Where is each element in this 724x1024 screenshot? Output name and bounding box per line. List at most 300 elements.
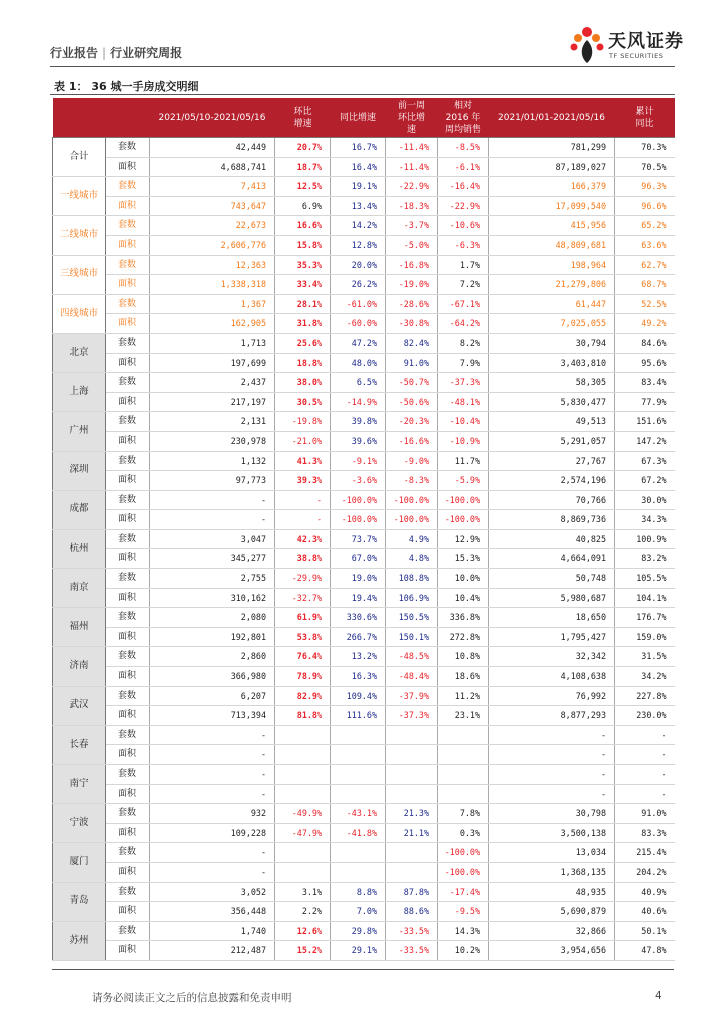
table-row (53, 706, 675, 726)
value-cell: 49.2% (615, 314, 675, 334)
value-cell: -11.4% (386, 157, 438, 177)
city-cell: 南京 (53, 569, 106, 608)
table-body (53, 138, 675, 961)
value-cell: -50.7% (386, 373, 438, 393)
value-cell: 212,487 (150, 941, 275, 961)
column-header: 累计 同比 (615, 98, 675, 138)
value-cell: 61.9% (275, 608, 331, 628)
value-cell: 8,869,736 (489, 510, 615, 530)
table-row (53, 177, 675, 197)
table-row (53, 255, 675, 275)
value-cell: -9.0% (386, 451, 438, 471)
value-cell: 6,207 (150, 686, 275, 706)
value-cell (331, 745, 386, 765)
value-cell: -16.4% (438, 177, 489, 197)
value-cell: 47.8% (615, 941, 675, 961)
table-row (53, 412, 675, 432)
value-cell (275, 784, 331, 804)
value-cell: - (150, 843, 275, 863)
value-cell: 109,228 (150, 823, 275, 843)
value-cell: 20.7% (275, 138, 331, 158)
city-cell: 合计 (53, 138, 106, 177)
value-cell: 345,277 (150, 549, 275, 569)
value-cell: 781,299 (489, 138, 615, 158)
value-cell: - (275, 490, 331, 510)
value-cell: 12.9% (438, 529, 489, 549)
table-row (53, 373, 675, 393)
value-cell: 91.0% (615, 804, 675, 824)
value-cell: 15.2% (275, 941, 331, 961)
value-cell: 1,713 (150, 333, 275, 353)
table-row (53, 725, 675, 745)
table-row (53, 921, 675, 941)
row-type-cell: 套数 (106, 686, 150, 706)
row-type-cell: 面积 (106, 353, 150, 373)
city-cell: 长春 (53, 725, 106, 764)
value-cell (275, 725, 331, 745)
value-cell (331, 843, 386, 863)
value-cell: -100.0% (386, 490, 438, 510)
value-cell: 39.6% (331, 431, 386, 451)
value-cell: -64.2% (438, 314, 489, 334)
value-cell: 21.1% (386, 823, 438, 843)
value-cell: 15.3% (438, 549, 489, 569)
value-cell: 230.0% (615, 706, 675, 726)
table-row (53, 627, 675, 647)
value-cell: 14.3% (438, 921, 489, 941)
value-cell: 1,740 (150, 921, 275, 941)
value-cell: 42.3% (275, 529, 331, 549)
value-cell: 147.2% (615, 431, 675, 451)
value-cell: 19.4% (331, 588, 386, 608)
value-cell: 197,699 (150, 353, 275, 373)
value-cell: -16.6% (386, 431, 438, 451)
value-cell: 3.1% (275, 882, 331, 902)
value-cell: -9.5% (438, 902, 489, 922)
value-cell: 2,131 (150, 412, 275, 432)
report-type: 行业报告 (50, 46, 99, 60)
value-cell: 26.2% (331, 275, 386, 295)
value-cell: -10.6% (438, 216, 489, 236)
value-cell: -8.3% (386, 471, 438, 491)
value-cell: 0.3% (438, 823, 489, 843)
value-cell: 30,794 (489, 333, 615, 353)
value-cell: 4,108,638 (489, 667, 615, 687)
value-cell: 62.7% (615, 255, 675, 275)
city-cell: 三线城市 (53, 255, 106, 294)
value-cell: - (489, 745, 615, 765)
value-cell: -19.8% (275, 412, 331, 432)
column-header: 前一周 环比增 速 (386, 98, 438, 138)
row-type-cell: 面积 (106, 941, 150, 961)
row-type-cell: 套数 (106, 216, 150, 236)
footer-rule (52, 969, 674, 970)
row-type-cell: 套数 (106, 412, 150, 432)
row-type-cell: 套数 (106, 765, 150, 785)
column-header: 同比增速 (331, 98, 386, 138)
value-cell: 31.5% (615, 647, 675, 667)
value-cell: 83.2% (615, 549, 675, 569)
value-cell: -10.9% (438, 431, 489, 451)
row-type-cell: 面积 (106, 471, 150, 491)
value-cell: 30.0% (615, 490, 675, 510)
value-cell: 25.6% (275, 333, 331, 353)
value-cell: 227.8% (615, 686, 675, 706)
city-cell: 青岛 (53, 882, 106, 921)
value-cell: 366,980 (150, 667, 275, 687)
value-cell: -49.9% (275, 804, 331, 824)
table-row (53, 138, 675, 158)
value-cell: 100.9% (615, 529, 675, 549)
value-cell: - (615, 745, 675, 765)
value-cell: 4,664,091 (489, 549, 615, 569)
city-cell: 杭州 (53, 529, 106, 568)
value-cell: -47.9% (275, 823, 331, 843)
value-cell: 39.8% (331, 412, 386, 432)
value-cell: -100.0% (438, 843, 489, 863)
value-cell: 2,574,196 (489, 471, 615, 491)
value-cell: 1,132 (150, 451, 275, 471)
value-cell: -16.8% (386, 255, 438, 275)
value-cell: 38.0% (275, 373, 331, 393)
row-type-cell: 面积 (106, 235, 150, 255)
row-type-cell: 面积 (106, 667, 150, 687)
value-cell: 13.4% (331, 196, 386, 216)
row-type-cell: 套数 (106, 725, 150, 745)
value-cell: 35.3% (275, 255, 331, 275)
value-cell: 52.5% (615, 294, 675, 314)
value-cell: - (150, 765, 275, 785)
table-title: 表 1： 36 城一手房成交明细 (54, 80, 199, 93)
value-cell: 3,047 (150, 529, 275, 549)
value-cell: -14.9% (331, 392, 386, 412)
value-cell (438, 784, 489, 804)
value-cell: 1,795,427 (489, 627, 615, 647)
city-cell: 四线城市 (53, 294, 106, 333)
value-cell: 6.5% (331, 373, 386, 393)
value-cell: 7.0% (331, 902, 386, 922)
value-cell: 1,368,135 (489, 862, 615, 882)
table-row (53, 451, 675, 471)
row-type-cell: 面积 (106, 588, 150, 608)
value-cell: 67.0% (331, 549, 386, 569)
value-cell: 67.2% (615, 471, 675, 491)
value-cell: -22.9% (386, 177, 438, 197)
row-type-cell: 面积 (106, 784, 150, 804)
value-cell: 42,449 (150, 138, 275, 158)
value-cell: 67.3% (615, 451, 675, 471)
value-cell: 31.8% (275, 314, 331, 334)
value-cell: 87.8% (386, 882, 438, 902)
value-cell: 230,978 (150, 431, 275, 451)
value-cell: 336.8% (438, 608, 489, 628)
table-row (53, 510, 675, 530)
value-cell: 70,766 (489, 490, 615, 510)
value-cell: -100.0% (438, 862, 489, 882)
value-cell: 18.8% (275, 353, 331, 373)
column-header: 2021/05/10-2021/05/16 (150, 98, 275, 138)
value-cell: 415,956 (489, 216, 615, 236)
row-type-cell: 套数 (106, 647, 150, 667)
value-cell (331, 765, 386, 785)
value-cell: 5,690,879 (489, 902, 615, 922)
value-cell: 10.4% (438, 588, 489, 608)
value-cell: 82.4% (386, 333, 438, 353)
value-cell: 8.2% (438, 333, 489, 353)
value-cell: 8.8% (331, 882, 386, 902)
value-cell: -30.8% (386, 314, 438, 334)
value-cell: -20.3% (386, 412, 438, 432)
table-row (53, 353, 675, 373)
row-type-cell: 套数 (106, 608, 150, 628)
value-cell: -6.3% (438, 235, 489, 255)
header-rule (50, 66, 675, 67)
value-cell: 150.5% (386, 608, 438, 628)
value-cell: 40.9% (615, 882, 675, 902)
value-cell: 1.7% (438, 255, 489, 275)
value-cell: 3,500,138 (489, 823, 615, 843)
value-cell (438, 765, 489, 785)
value-cell: 330.6% (331, 608, 386, 628)
row-type-cell: 面积 (106, 157, 150, 177)
table-row (53, 333, 675, 353)
value-cell: - (150, 745, 275, 765)
row-type-cell: 面积 (106, 549, 150, 569)
value-cell: 30,798 (489, 804, 615, 824)
value-cell: 2,606,776 (150, 235, 275, 255)
value-cell: 3,954,656 (489, 941, 615, 961)
row-type-cell: 面积 (106, 745, 150, 765)
value-cell: 7.8% (438, 804, 489, 824)
table-row (53, 843, 675, 863)
value-cell: -29.9% (275, 569, 331, 589)
value-cell: 106.9% (386, 588, 438, 608)
value-cell: 83.4% (615, 373, 675, 393)
value-cell: 73.7% (331, 529, 386, 549)
value-cell (386, 745, 438, 765)
value-cell: 108.8% (386, 569, 438, 589)
value-cell: 19.1% (331, 177, 386, 197)
value-cell (275, 843, 331, 863)
table-header-row (53, 98, 675, 138)
row-type-cell: 套数 (106, 177, 150, 197)
value-cell: 1,367 (150, 294, 275, 314)
value-cell: 38.8% (275, 549, 331, 569)
value-cell: 2,080 (150, 608, 275, 628)
value-cell: 217,197 (150, 392, 275, 412)
value-cell: -28.6% (386, 294, 438, 314)
value-cell: 21.3% (386, 804, 438, 824)
value-cell: 40,825 (489, 529, 615, 549)
value-cell: 13.2% (331, 647, 386, 667)
value-cell: 12.5% (275, 177, 331, 197)
value-cell (331, 862, 386, 882)
value-cell (386, 784, 438, 804)
value-cell: - (615, 725, 675, 745)
city-cell: 广州 (53, 412, 106, 451)
column-header: 2021/01/01-2021/05/16 (489, 98, 615, 138)
value-cell: -11.4% (386, 138, 438, 158)
value-cell: -67.1% (438, 294, 489, 314)
value-cell: 61,447 (489, 294, 615, 314)
value-cell: 5,291,057 (489, 431, 615, 451)
city-cell: 南宁 (53, 765, 106, 804)
value-cell: -32.7% (275, 588, 331, 608)
city-cell: 成都 (53, 490, 106, 529)
value-cell: 10.2% (438, 941, 489, 961)
value-cell: 63.6% (615, 235, 675, 255)
value-cell: 32,342 (489, 647, 615, 667)
value-cell: 266.7% (331, 627, 386, 647)
value-cell (386, 862, 438, 882)
table-row (53, 882, 675, 902)
value-cell (438, 745, 489, 765)
city-cell: 宁波 (53, 804, 106, 843)
value-cell: 70.5% (615, 157, 675, 177)
value-cell: -3.6% (331, 471, 386, 491)
city-cell: 福州 (53, 608, 106, 647)
row-type-cell: 套数 (106, 138, 150, 158)
value-cell: 20.0% (331, 255, 386, 275)
value-cell: 12.6% (275, 921, 331, 941)
value-cell: 215.4% (615, 843, 675, 863)
value-cell: -41.8% (331, 823, 386, 843)
value-cell: 17,099,540 (489, 196, 615, 216)
table-row (53, 275, 675, 295)
table-row (53, 647, 675, 667)
value-cell: 932 (150, 804, 275, 824)
value-cell (275, 745, 331, 765)
city-cell: 一线城市 (53, 177, 106, 216)
value-cell: - (150, 862, 275, 882)
value-cell: 19.0% (331, 569, 386, 589)
city-cell: 苏州 (53, 921, 106, 960)
value-cell: 70.3% (615, 138, 675, 158)
table-row (53, 569, 675, 589)
value-cell: 7,413 (150, 177, 275, 197)
value-cell: 16.3% (331, 667, 386, 687)
value-cell: -100.0% (386, 510, 438, 530)
value-cell: -10.4% (438, 412, 489, 432)
city-cell: 上海 (53, 373, 106, 412)
value-cell: -61.0% (331, 294, 386, 314)
value-cell: 34.2% (615, 667, 675, 687)
value-cell: 32,866 (489, 921, 615, 941)
table-row (53, 902, 675, 922)
value-cell: 3,052 (150, 882, 275, 902)
value-cell: -6.1% (438, 157, 489, 177)
value-cell: 7.2% (438, 275, 489, 295)
value-cell: -33.5% (386, 921, 438, 941)
value-cell: 68.7% (615, 275, 675, 295)
value-cell (275, 862, 331, 882)
city-cell: 武汉 (53, 686, 106, 725)
value-cell: -3.7% (386, 216, 438, 236)
value-cell: 5,830,477 (489, 392, 615, 412)
value-cell: -5.0% (386, 235, 438, 255)
value-cell: 22,673 (150, 216, 275, 236)
value-cell (386, 725, 438, 745)
value-cell: 27,767 (489, 451, 615, 471)
value-cell: 13,034 (489, 843, 615, 863)
value-cell: 96.6% (615, 196, 675, 216)
table-row (53, 157, 675, 177)
value-cell: 356,448 (150, 902, 275, 922)
value-cell: 159.0% (615, 627, 675, 647)
row-type-cell: 套数 (106, 882, 150, 902)
table-row (53, 490, 675, 510)
row-type-cell: 套数 (106, 843, 150, 863)
value-cell: 151.6% (615, 412, 675, 432)
value-cell: -100.0% (438, 510, 489, 530)
value-cell: - (615, 765, 675, 785)
page-number: 4 (655, 990, 662, 1002)
report-subtype: 行业研究周报 (110, 46, 183, 60)
table-row (53, 745, 675, 765)
row-type-cell: 套数 (106, 804, 150, 824)
value-cell: 18.6% (438, 667, 489, 687)
value-cell: -60.0% (331, 314, 386, 334)
value-cell: - (150, 725, 275, 745)
value-cell: 713,394 (150, 706, 275, 726)
tf-logo-icon (568, 25, 606, 65)
value-cell: 176.7% (615, 608, 675, 628)
table-row (53, 392, 675, 412)
value-cell: 77.9% (615, 392, 675, 412)
value-cell: 10.8% (438, 647, 489, 667)
value-cell: -48.5% (386, 647, 438, 667)
value-cell: 47.2% (331, 333, 386, 353)
value-cell: -19.0% (386, 275, 438, 295)
value-cell: 310,162 (150, 588, 275, 608)
brand-subtitle: TF SECURITIES (609, 52, 664, 60)
value-cell: 2,755 (150, 569, 275, 589)
value-cell: 76.4% (275, 647, 331, 667)
table-row (53, 608, 675, 628)
value-cell: -18.3% (386, 196, 438, 216)
value-cell: 7,025,055 (489, 314, 615, 334)
value-cell (386, 765, 438, 785)
value-cell: 16.4% (331, 157, 386, 177)
table-row (53, 235, 675, 255)
value-cell: 105.5% (615, 569, 675, 589)
value-cell: 11.7% (438, 451, 489, 471)
table-row (53, 862, 675, 882)
row-type-cell: 面积 (106, 392, 150, 412)
value-cell: - (489, 784, 615, 804)
row-type-cell: 面积 (106, 314, 150, 334)
value-cell: 4.9% (386, 529, 438, 549)
value-cell: - (275, 510, 331, 530)
value-cell: 29.8% (331, 921, 386, 941)
value-cell: 48,809,681 (489, 235, 615, 255)
value-cell: 91.0% (386, 353, 438, 373)
row-type-cell: 面积 (106, 902, 150, 922)
row-type-cell: 面积 (106, 431, 150, 451)
row-type-cell: 套数 (106, 255, 150, 275)
value-cell: - (150, 490, 275, 510)
value-cell: 8,877,293 (489, 706, 615, 726)
disclaimer: 请务必阅读正文之后的信息披露和免责申明 (92, 992, 292, 1004)
city-cell: 济南 (53, 647, 106, 686)
value-cell: 18.7% (275, 157, 331, 177)
table-row (53, 549, 675, 569)
value-cell: 16.7% (331, 138, 386, 158)
table-row (53, 588, 675, 608)
value-cell (331, 784, 386, 804)
value-cell: 2.2% (275, 902, 331, 922)
value-cell: -37.3% (386, 706, 438, 726)
